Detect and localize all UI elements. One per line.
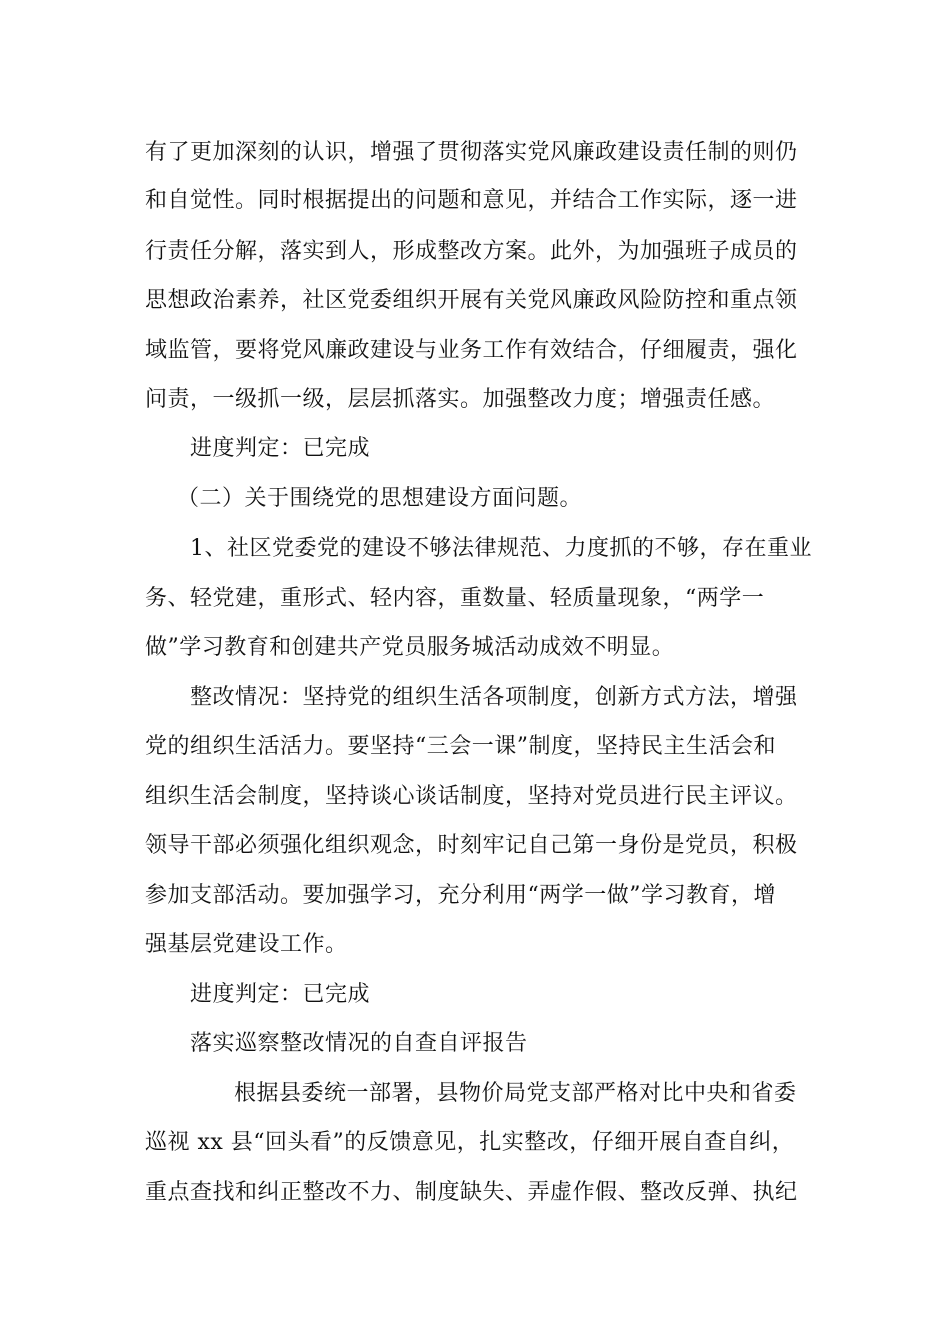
body-text-line: 参加支部活动。要加强学习，充分利用“两学一做”学习教育，增 bbox=[145, 883, 776, 908]
body-text-line: 领导干部必须强化组织观念，时刻牢记自己第一身份是党员，积极 bbox=[145, 833, 798, 858]
body-text-line: 行责任分解，落实到人，形成整改方案。此外，为加强班子成员的 bbox=[145, 239, 798, 264]
body-text-line: 务、轻党建，重形式、轻内容，重数量、轻质量现象，“两学一 bbox=[145, 586, 765, 611]
body-text-line: 强基层党建设工作。 bbox=[145, 932, 348, 957]
body-text-line: 问责，一级抓一级，层层抓落实。加强整改力度；增强责任感。 bbox=[145, 387, 776, 412]
body-text-line: 思想政治素养，社区党委组织开展有关党风廉政风险防控和重点领 bbox=[145, 288, 798, 313]
body-text-line: 和自觉性。同时根据提出的问题和意见，并结合工作实际，逐一进 bbox=[145, 188, 798, 213]
report-title: 落实巡察整改情况的自查自评报告 bbox=[190, 1031, 528, 1056]
body-text-line: 1、社区党委党的建设不够法律规范、力度抓的不够，存在重业 bbox=[190, 536, 812, 561]
body-text-line: 整改情况：坚持党的组织生活各项制度，创新方式方法，增强 bbox=[190, 685, 798, 710]
progress-status-line: 进度判定：已完成 bbox=[190, 436, 371, 461]
body-text-line: 有了更加深刻的认识，增强了贯彻落实党风廉政建设责任制的则仍 bbox=[145, 140, 798, 165]
body-text-line: 做”学习教育和创建共产党员服务城活动成效不明显。 bbox=[145, 635, 675, 660]
body-text-line: 组织生活会制度，坚持谈心谈话制度，坚持对党员进行民主评议。 bbox=[145, 784, 798, 809]
body-text-line: 重点查找和纠正整改不力、制度缺失、弄虚作假、整改反弹、执纪 bbox=[145, 1180, 798, 1205]
body-text-line: 域监管，要将党风廉政建设与业务工作有效结合，仔细履责，强化 bbox=[145, 338, 798, 363]
body-text-line: 根据县委统一部署，县物价局党支部严格对比中央和省委 bbox=[234, 1081, 797, 1106]
progress-status-line: 进度判定：已完成 bbox=[190, 982, 371, 1007]
body-text-line: 巡视 xx 县“回头看”的反馈意见，扎实整改，仔细开展自查自纠， bbox=[145, 1130, 795, 1155]
body-text-line: 党的组织生活活力。要坚持“三会一课”制度，坚持民主生活会和 bbox=[145, 734, 776, 759]
section-heading: （二）关于围绕党的思想建设方面问题。 bbox=[177, 486, 583, 511]
